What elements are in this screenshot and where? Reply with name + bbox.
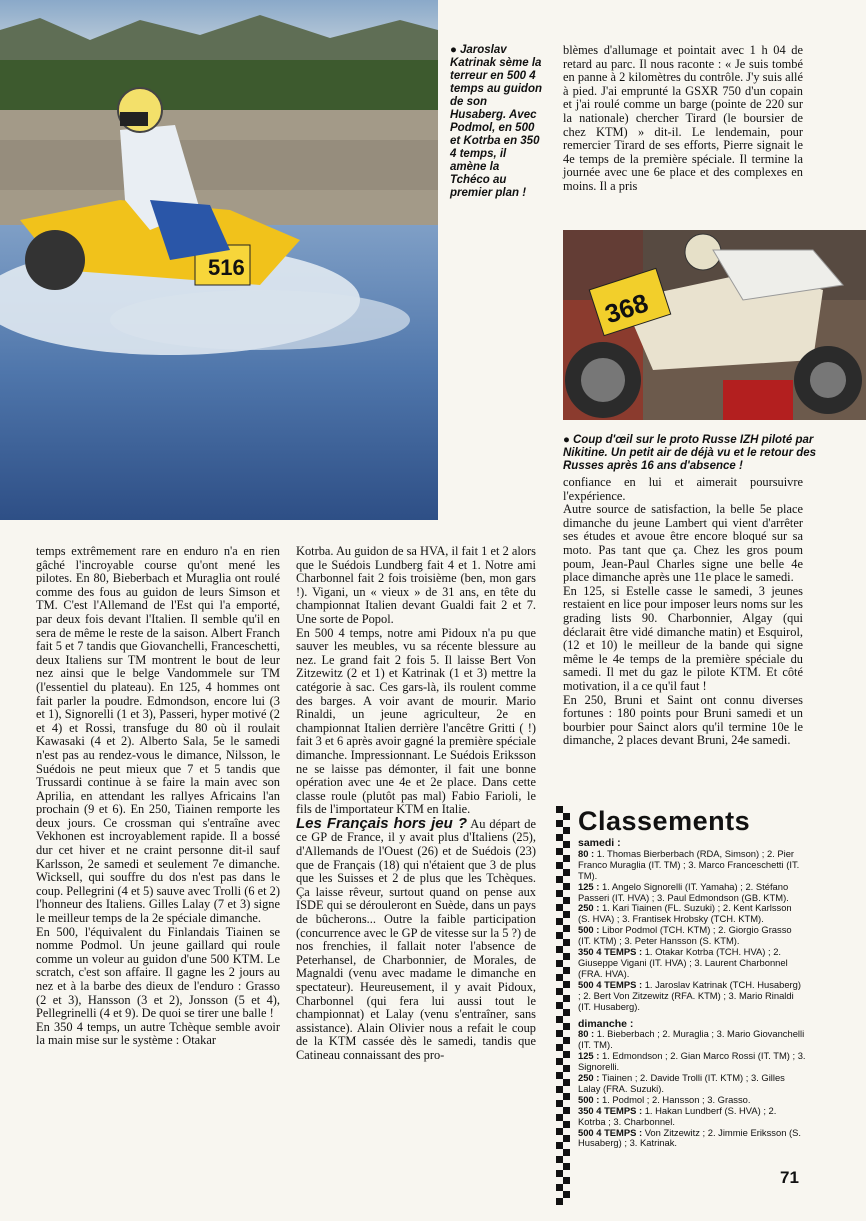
bullet-icon: ●	[450, 44, 457, 56]
result-entry	[578, 1029, 806, 1051]
paragraph: Kotrba. Au guidon de sa HVA, il fait 1 et 2 alors que le Suédois Lundberg fait 4 et 1. Notre ami Charbonnel fait 2 fois troisième (ben, mon gars !). Vigani, un « vieux » de 31 ans, en tête du championnat Italien devant Gualdi fait 2 et 7. Une sorte de Popol.	[296, 544, 536, 626]
caption-text: Jaroslav Katrinak sème la terreur en 500 4 temps au guidon de son Husaberg. Avec Podmol, en 500 et Kotrba en 350 4 temps, il amène la Tchéco au premier plan !	[450, 44, 542, 199]
result-category: 500 4 TEMPS :	[578, 1126, 643, 1138]
result-text: Tiainen ; 2. Davide Trolli (IT. KTM) ; 3. Gilles Lalay (FRA. Suzuki).	[578, 1072, 785, 1094]
result-category: 125 :	[578, 880, 600, 892]
result-text: 1. Otakar Kotrba (TCH. HVA) ; 2. Giuseppe Vigani (IT. HVA) ; 3. Laurent Charbonnel (FRA. HVA).	[578, 946, 788, 979]
paragraph: En 250, Bruni et Saint ont connu diverses fortunes : 180 points pour Bruni samedi et un bourbier pour Sainct alors qu'il termine 10e le dimanche, 2 places devant Bruni, 24e samedi.	[563, 692, 803, 748]
article-column-left	[36, 545, 280, 1048]
article-column-middle	[296, 545, 536, 1063]
result-category: 500 :	[578, 1093, 600, 1105]
paragraph: En 125, si Estelle casse le samedi, 3 jeunes restaient en lice pour imposer leurs noms sur les grading lists 90. Charbonnier, Algay (qui déclarait être vidé dimanche matin) et Esquirol, (12 et 10) le meilleur de la bande qui signe même le 4e temps de la première spéciale du samedi. Il met du gaz le pilote KTM. Et côté motivation, il a ce qu'il faut !	[563, 583, 803, 693]
article-column-right-top	[563, 44, 803, 194]
result-text: 1. Angelo Signorelli (IT. Yamaha) ; 2. Stéfano Passeri (IT. HVA) ; 3. Paul Edmondson (GB. KTM).	[578, 880, 789, 903]
photo-izh-prototype	[563, 230, 866, 420]
result-category: 250 :	[578, 1072, 600, 1084]
result-entry	[578, 849, 806, 882]
result-entry	[578, 903, 806, 925]
result-text: 1. Thomas Bierberbach (RDA, Simson) ; 2. Pier Franco Muraglia (IT. TM) ; 3. Marco Franceschetti (IT. TM).	[578, 847, 800, 881]
paragraph: En 350 4 temps, un autre Tchèque semble avoir la main mise sur le système : Otakar	[36, 1019, 280, 1048]
result-category: 250 :	[578, 902, 600, 914]
result-category: 80 :	[578, 1028, 595, 1040]
result-entry	[578, 980, 806, 1013]
result-text: Von Zitzewitz ; 2. Jimmie Eriksson (S. Husaberg) ; 3. Katrinak.	[578, 1126, 801, 1149]
result-text: 1. Podmol ; 2. Hansson ; 3. Grasso.	[599, 1093, 751, 1105]
results-body	[578, 838, 806, 1149]
paragraph: temps extrêmement rare en enduro n'a en rien gâché l'incroyable course qu'ont mené les pilotes. En 80, Bieberbach et Muraglia ont roulé comme des fous au guidon de leurs Simson et TM. C'est l'Allemand de l'Est qui l'a emporté, par deux fois devant l'Italien. Il semble qu'il en sera de même le reste de la saison. Albert Franch fait 5 et 7 tandis que Giovanchelli, Franceschetti, deux Italiens sur TM montrent le bout de leur nez ainsi que le belge Vandommele sur TM (l'essentiel du plateau). En 125, 4 hommes ont fait parler la poudre. Edmondson, encore lui (3 et 1), Signorelli (1 et 3), Passeri, hyper motivé (2 et 4) et Rossi, transfuge du 80 où il roulait Kawasaki (4 et 2). Alberto Sala, 5e le samedi n'est pas au rendez-vous le dimance, Nilsson, le Suédois ne peut mieux que 7 et 5 tandis que Trussardi continue à se faire la main avec son Aprilia, en attendant les rallyes Africains l'an prochain (9 et 6). En 250, Tiainen remporte les deux jours. Ce crossman qui s'entraîne avec Vekhonen est incroyablement rapide. Il a bossé dur cet hiver et ne craint personne dit-il sauf Karlsson, 2e samedi et seulement 7e dimanche. Wicksell, qui souffre du dos n'est pas dans le coup. Pellegrini (4 et 5) sauve avec Trolli (6 et 2) l'honneur des Italiens. Gilles Lalay (7 et 3) signe le meilleur temps de la 2e spéciale dimanche.	[36, 544, 280, 926]
paragraph: confiance en lui et aimerait poursuivre l'expérience.	[563, 475, 803, 503]
photo-caption-katrinak	[450, 44, 542, 200]
result-entry	[578, 947, 806, 980]
race-number-368: 368	[601, 287, 652, 330]
result-category: 500 :	[578, 924, 600, 936]
page-number: 71	[780, 1168, 799, 1187]
paragraph: En 500, l'équivalent du Finlandais Tiainen se nomme Podmol. Un jeune gaillard qui roule comme un voleur au guidon d'une 500 KTM. Le scratch, c'est son affaire. Il gagne les 2 jours au nez et à la barbe des dieux de l'enduro : Grasso (2 et 3), Hansson (3 et 2), Jonsson (5 et 4), Pellegrinelli (4 et 9). De quoi se tirer une balle !	[36, 924, 280, 1021]
result-entry	[578, 1073, 806, 1095]
result-text: 1. Bieberbach ; 2. Muraglia ; 3. Mario Giovanchelli (IT. TM).	[578, 1028, 805, 1051]
result-category: 80 :	[578, 847, 595, 859]
result-entry	[578, 1128, 806, 1150]
result-text: 1. Hakan Lundberf (S. HVA) ; 2. Kotrba ; 3. Charbonnel.	[578, 1104, 777, 1127]
result-entry	[578, 925, 806, 947]
race-number-516: 516	[208, 255, 245, 280]
article-column-right-middle	[563, 476, 803, 748]
result-text: Libor Podmol (TCH. KTM) ; 2. Giorgio Grasso (IT. KTM) ; 3. Peter Hansson (S. KTM).	[578, 924, 792, 947]
bullet-icon: ●	[563, 434, 570, 446]
checkered-flag-border-icon	[556, 806, 570, 1206]
result-text: 1. Kari Tiainen (FL. Suzuki) ; 2. Kent Karlsson (S. HVA) ; 3. Frantisek Hrobsky (TCH. KTM).	[578, 902, 792, 925]
paragraph-francais	[296, 814, 537, 1063]
results-box	[556, 806, 806, 1149]
result-entry	[578, 1106, 806, 1128]
result-category: 350 4 TEMPS :	[578, 1104, 643, 1116]
results-title: Classements	[578, 806, 751, 836]
result-category: 350 4 TEMPS :	[578, 946, 643, 958]
results-list-samedi	[578, 849, 806, 1013]
result-category: 125 :	[578, 1050, 600, 1062]
paragraph-text: Au départ de ce GP de France, il y avait plus d'Italiens (25), d'Allemands de l'Ouest (26) et de Suédois (23) que de Français (18) qui n'étaient que 3 de plus que les Suisses et 2 de plus que les Tchèques. Ça laisse rêveur, surtout quand on pense aux ISDE qui se dérouleront en Suède, dans un pays de bûcherons... Outre la faible participation (concurrence avec le GP de vitesse sur la 5 ?) de nos frenchies, il fallait noter l'absence de Peterhansel, de Charbonnier, de Morales, de Magnaldi (venu avec madame le dimanche en spectateur). Heureusement, il y avait Pidoux, Charbonnel (qui fera lui aussi tout le championnat) et Lalay (venu s'entraîner, sans assistance). Alain Olivier nous a refait le coup de la KTM cassée dès le samedi, tandis que Catineau connaissant des pro-	[296, 816, 537, 1062]
result-text: 1. Jaroslav Katrinak (TCH. Husaberg) ; 2. Bert Von Zitzewitz (RFA. KTM) ; 3. Mario Rinaldi (IT. Husaberg).	[578, 978, 802, 1012]
result-entry	[578, 1051, 806, 1073]
paragraph: En 500 4 temps, notre ami Pidoux n'a pu que sauver les meubles, vu sa récente blessure au nez. Le grand fait 2 fois 5. Il laisse Bert Von Zitzewitz (2 et 1) et Katrinak (1 et 3) mettre la catégorie à sac. Ces gars-là, ils roulent comme des barges. A voir avant de mourir. Mario Rinaldi, un jeune agriculteur, 2e en championnat Italien derrière l'ancêtre Gritti ( !) fait 3 et 6 après avoir gagné la première spéciale dimanche. Impressionnant. Le Suédois Eriksson ne se laisse pas démonter, il fait une bonne opération avec une 4e et 2e place. Dans cette classe roule (plutôt pas mal) Fabio Farioli, le fils de l'importateur KTM en Italie.	[296, 625, 536, 817]
photo-motocross-water-crossing	[0, 0, 438, 520]
result-category: 500 4 TEMPS :	[578, 978, 643, 990]
photo-caption-izh	[563, 434, 858, 473]
paragraph: Autre source de satisfaction, la belle 5e place dimanche du jeune Lambert qui vient d'arrêter ses études et avoue être encore bloqué sur sa moto. Pas tant que ça. Chez les gros poum poum, Jean-Paul Charles signe une belle 4e place dimanche après une 11e place le samedi.	[563, 502, 803, 585]
result-entry	[578, 882, 806, 904]
results-list-dimanche	[578, 1029, 806, 1149]
results-day-label: samedi :	[578, 837, 621, 849]
section-heading: Les Français hors jeu ?	[296, 814, 468, 832]
caption-text: Coup d'œil sur le proto Russe IZH piloté par Nikitine. Un petit air de déjà vu et le retour des Russes après 16 ans d'absence !	[563, 434, 817, 472]
result-text: 1. Edmondson ; 2. Gian Marco Rossi (IT. TM) ; 3. Signorelli.	[578, 1050, 806, 1073]
paragraph: blèmes d'allumage et pointait avec 1 h 04 de retard au parc. Il nous raconte : « Je suis tombé en panne à 2 kilomètres du contrôle. J'y suis allé à pied. J'ai emprunté la GSXR 750 d'un copain et j'ai roulé comme un barge (pointe de 220 sur la nationale) chercher Tirard (le boursier de chez KTM) » dit-il. Le lendemain, pour remercier Tirard de ses efforts, Pierre signait le 4e temps de la première spéciale. Il termine la journée avec une 6e place et des complexes en moins. Il a pris	[563, 43, 803, 193]
results-day-label: dimanche :	[578, 1017, 634, 1030]
